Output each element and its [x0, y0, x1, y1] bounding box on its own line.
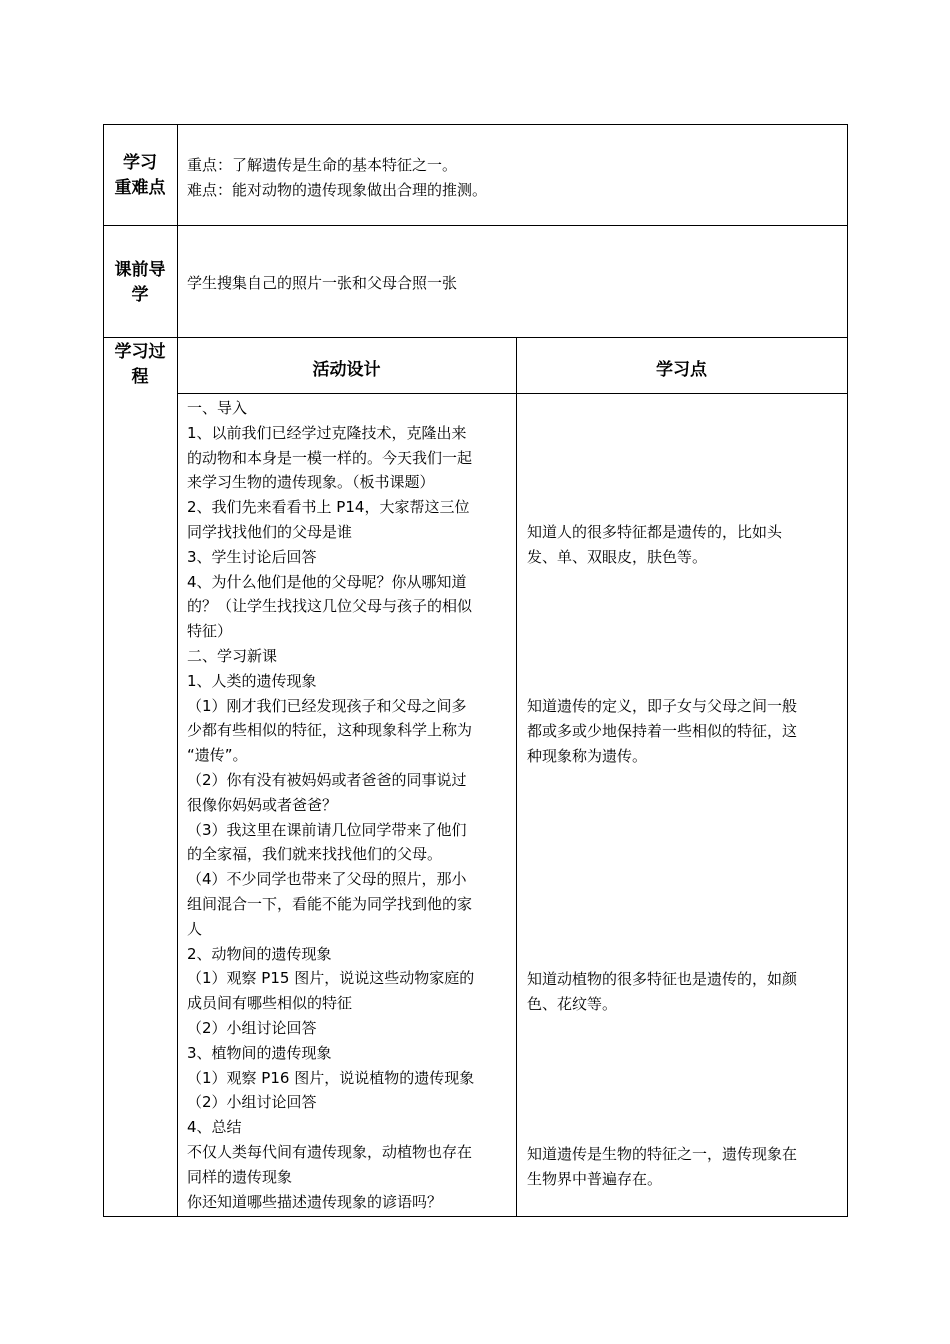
activity-line: 同样的遗传现象 — [187, 1167, 293, 1186]
activity-line: （3）我这里在课前请几位同学带来了他们 — [187, 820, 467, 839]
preview-text: 学生搜集自己的照片一张和父母合照一张 — [187, 274, 458, 292]
table-divider-1 — [103, 225, 848, 226]
activity-line: 的全家福，我们就来找找他们的父母。 — [187, 845, 443, 864]
activity-line: 一、导入 — [187, 399, 248, 417]
activity-line: 特征） — [187, 622, 233, 641]
activity-line: 不仅人类每代间有遗传现象，动植物也存在 — [187, 1142, 473, 1161]
table-label-divider — [177, 124, 178, 1216]
activity-line: 3、植物间的遗传现象 — [187, 1043, 332, 1062]
activity-design-text — [187, 396, 474, 1214]
activity-line: 二、学习新课 — [187, 646, 278, 665]
learning-point-line: 色、花纹等。 — [527, 994, 618, 1013]
learning-point-line: 生物界中普遍存在。 — [527, 1169, 663, 1188]
activity-line: 4、总结 — [187, 1118, 242, 1137]
preview-label-line-1: 课前导 — [114, 260, 166, 280]
learning-point-line: 都或多或少地保持着一些相似的特征，这 — [527, 721, 798, 740]
activity-line: 很像你妈妈或者爸爸？ — [187, 795, 338, 814]
table-border-top — [103, 124, 848, 125]
learning-point-line: 种现象称为遗传。 — [527, 746, 648, 765]
learning-point-block — [527, 967, 797, 1017]
activity-line: 你还知道哪些描述遗传现象的谚语吗？ — [187, 1192, 443, 1211]
activity-line: 同学找找他们的父母是谁 — [187, 522, 353, 541]
key-points-label — [103, 151, 177, 201]
activity-line: 2、我们先来看看书上 P14，大家帮这三位 — [187, 498, 470, 517]
activity-line: （1）观察 P15 图片，说说这些动物家庭的 — [187, 969, 475, 988]
process-label-line-1: 学习过 — [114, 342, 166, 362]
activity-line: 成员间有哪些相似的特征 — [187, 994, 353, 1013]
table-divider-2 — [103, 337, 848, 338]
activity-line: （2）小组讨论回答 — [187, 1018, 317, 1037]
difficult-point-line: 难点：能对动物的遗传现象做出合理的推测。 — [187, 180, 488, 199]
activity-line: 1、以前我们已经学过克隆技术，克隆出来 — [187, 423, 467, 442]
activity-line: 的？（让学生找找这几位父母与孩子的相似 — [187, 597, 473, 616]
learning-point-line: 知道人的很多特征都是遗传的，比如头 — [527, 523, 783, 541]
activity-line: （4）不少同学也带来了父母的照片，那小 — [187, 870, 467, 889]
learning-point-line: 知道遗传是生物的特征之一，遗传现象在 — [527, 1145, 798, 1163]
activity-line: 2、动物间的遗传现象 — [187, 944, 332, 963]
table-column-divider — [516, 337, 517, 1216]
preview-label — [103, 258, 177, 308]
table-border-right — [847, 124, 848, 1216]
activity-line: 组间混合一下，看能不能为同学找到他的家 — [187, 894, 473, 913]
key-points-text — [187, 153, 487, 203]
learning-point-line: 知道遗传的定义，即子女与父母之间一般 — [527, 697, 798, 715]
activity-line: 4、为什么他们是他的父母呢？你从哪知道 — [187, 572, 467, 591]
activity-line: （2）小组讨论回答 — [187, 1093, 317, 1112]
learning-point-block — [527, 520, 782, 570]
process-label-line-2: 程 — [131, 366, 149, 387]
activity-line: （2）你有没有被妈妈或者爸爸的同事说过 — [187, 770, 467, 789]
key-point-line: 重点：了解遗传是生命的基本特征之一。 — [187, 156, 458, 174]
learning-point-line: 发、单、双眼皮，肤色等。 — [527, 547, 708, 566]
key-points-label-line-2: 重难点 — [114, 177, 166, 198]
learning-point-line: 知道动植物的很多特征也是遗传的，如颜 — [527, 970, 798, 988]
activity-line: “遗传”。 — [187, 746, 248, 765]
activity-line: 1、人类的遗传现象 — [187, 671, 317, 690]
activity-line: 人 — [187, 919, 203, 938]
table-border-bottom — [103, 1216, 848, 1217]
activity-line: 3、学生讨论后回答 — [187, 547, 317, 566]
activity-line: 少都有些相似的特征，这种现象科学上称为 — [187, 721, 473, 740]
learning-point-block — [527, 1142, 797, 1192]
key-points-label-line-1: 学习 — [123, 153, 157, 173]
activity-column-header: 活动设计 — [312, 360, 381, 380]
activity-line: 来学习生物的遗传现象。（板书课题） — [187, 473, 435, 492]
activity-line: 的动物和本身是一模一样的。今天我们一起 — [187, 448, 473, 467]
learning-points-column-header: 学习点 — [656, 360, 707, 380]
learning-point-block — [527, 694, 797, 768]
activity-line: （1）观察 P16 图片，说说植物的遗传现象 — [187, 1068, 475, 1087]
preview-label-line-2: 学 — [131, 284, 149, 305]
process-label — [103, 340, 177, 390]
table-divider-3 — [177, 393, 848, 394]
activity-line: （1）刚才我们已经发现孩子和父母之间多 — [187, 696, 467, 715]
